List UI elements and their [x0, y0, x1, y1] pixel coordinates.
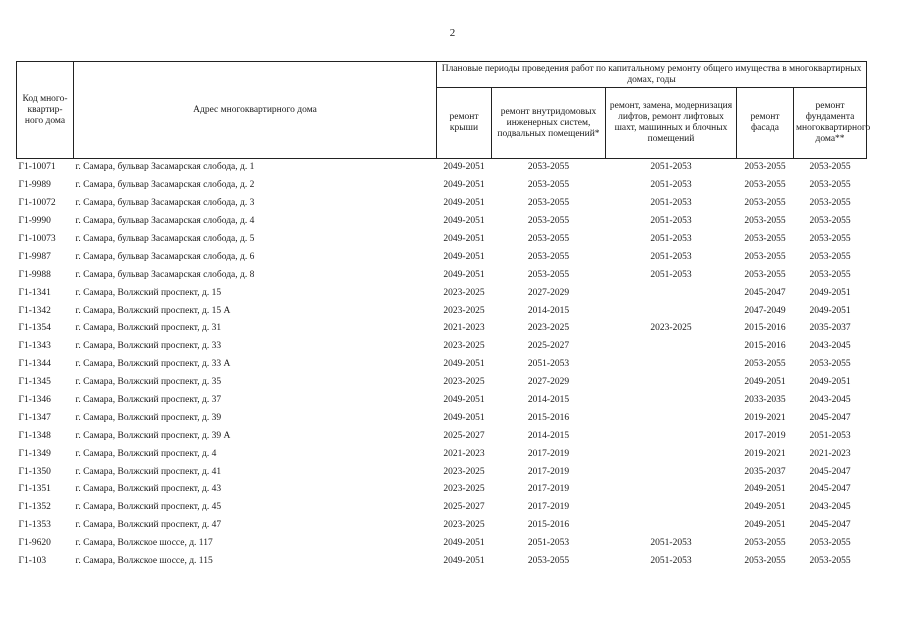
table-row	[17, 499, 867, 517]
cell-code: Г1-1354	[18, 323, 51, 334]
header-lifts: ремонт, замена, модернизация лифтов, ремонт лифтовых шахт, машинных и блочных помещений	[606, 88, 737, 159]
cell-lifts: 2051-2053	[650, 234, 692, 244]
cell-code: Г1-9988	[18, 269, 51, 280]
cell-facade: 2053-2055	[744, 216, 786, 227]
cell-lifts	[606, 392, 737, 410]
cell-lifts	[606, 409, 737, 427]
cell-code: Г1-9620	[18, 538, 51, 549]
table-body	[17, 159, 867, 571]
cell-foundation: 2021-2023	[809, 448, 851, 459]
cell-code: Г1-1348	[18, 430, 51, 441]
cell-code: Г1-1342	[18, 305, 51, 316]
cell-roof: 2049-2051	[443, 180, 485, 191]
cell-lifts	[606, 302, 737, 320]
cell-foundation: 2045-2047	[809, 520, 851, 531]
table-row	[17, 535, 867, 553]
cell-facade: 2047-2049	[744, 305, 786, 316]
cell-systems: 2014-2015	[527, 305, 570, 316]
table-row	[17, 463, 867, 481]
header-foundation: ремонт фундамента многоквартирного дома**	[794, 88, 867, 159]
cell-roof: 2023-2025	[443, 377, 485, 388]
cell-facade: 2053-2055	[744, 234, 786, 244]
cell-roof: 2049-2051	[443, 234, 485, 244]
cell-code: Г1-1346	[18, 395, 51, 406]
cell-foundation: 2053-2055	[809, 251, 851, 262]
table-row	[17, 213, 867, 231]
cell-roof: 2021-2023	[443, 448, 485, 459]
cell-systems: 2053-2055	[527, 162, 570, 173]
cell-lifts	[606, 445, 737, 463]
cell-systems: 2053-2055	[527, 180, 570, 191]
cell-roof: 2025-2027	[443, 430, 485, 441]
cell-roof: 2049-2051	[443, 216, 485, 227]
cell-address: г. Самара, бульвар Засамарская слобода, д. 8	[75, 269, 255, 280]
cell-code: Г1-1344	[18, 359, 51, 370]
cell-roof: 2023-2025	[443, 484, 485, 495]
cell-lifts	[606, 481, 737, 499]
cell-foundation: 2043-2045	[809, 341, 851, 352]
cell-address: г. Самара, Волжский проспект, д. 15	[75, 287, 222, 298]
cell-facade: 2049-2051	[744, 520, 786, 531]
cell-systems: 2015-2016	[527, 520, 570, 531]
table-row	[17, 374, 867, 392]
cell-code: Г1-10072	[18, 198, 56, 209]
page-number: 2	[449, 27, 456, 39]
cell-systems: 2017-2019	[527, 484, 570, 495]
cell-code: Г1-103	[18, 556, 47, 567]
cell-lifts	[606, 499, 737, 517]
cell-systems: 2017-2019	[527, 502, 570, 513]
cell-foundation: 2053-2055	[809, 180, 851, 191]
cell-systems: 2053-2055	[527, 216, 570, 227]
cell-systems: 2027-2029	[527, 287, 570, 298]
cell-systems: 2053-2055	[527, 234, 570, 244]
cell-address: г. Самара, Волжский проспект, д. 35	[75, 377, 222, 388]
cell-address: г. Самара, Волжский проспект, д. 39 А	[75, 430, 231, 441]
table-row	[17, 427, 867, 445]
cell-code: Г1-1341	[18, 287, 51, 298]
cell-systems: 2015-2016	[527, 412, 570, 423]
cell-lifts	[606, 463, 737, 481]
cell-foundation: 2045-2047	[809, 484, 851, 495]
cell-foundation: 2053-2055	[809, 234, 851, 244]
cell-lifts	[606, 338, 737, 356]
cell-lifts: 2051-2053	[650, 180, 692, 191]
cell-address: г. Самара, бульвар Засамарская слобода, д. 4	[75, 216, 255, 227]
cell-facade: 2049-2051	[744, 377, 786, 388]
cell-facade: 2033-2035	[744, 395, 786, 406]
table-row	[17, 338, 867, 356]
cell-facade: 2053-2055	[744, 538, 786, 549]
cell-address: г. Самара, Волжский проспект, д. 15 А	[75, 305, 231, 316]
header-systems: ремонт внутридомовых инженерных систем, подвальных помещений*	[492, 88, 606, 159]
cell-address: г. Самара, Волжский проспект, д. 39	[75, 412, 222, 423]
cell-systems: 2023-2025	[527, 323, 570, 334]
cell-foundation: 2053-2055	[809, 198, 851, 209]
cell-lifts	[606, 427, 737, 445]
cell-address: г. Самара, бульвар Засамарская слобода, д. 3	[75, 198, 255, 209]
cell-address: г. Самара, Волжский проспект, д. 45	[75, 502, 222, 513]
table-row	[17, 177, 867, 195]
cell-lifts: 2051-2053	[650, 538, 692, 549]
cell-code: Г1-9990	[18, 216, 51, 227]
cell-systems: 2053-2055	[527, 556, 570, 567]
cell-code: Г1-1350	[18, 466, 51, 477]
cell-roof: 2049-2051	[443, 412, 485, 423]
table-row	[17, 284, 867, 302]
cell-roof: 2049-2051	[443, 162, 485, 173]
cell-foundation: 2053-2055	[809, 162, 851, 173]
cell-foundation: 2051-2053	[809, 430, 851, 441]
cell-foundation: 2049-2051	[809, 287, 851, 298]
cell-foundation: 2043-2045	[809, 395, 851, 406]
table-row	[17, 248, 867, 266]
cell-lifts	[606, 284, 737, 302]
cell-foundation: 2053-2055	[809, 359, 851, 370]
cell-code: Г1-1353	[18, 520, 51, 531]
cell-systems: 2053-2055	[527, 251, 570, 262]
cell-systems: 2025-2027	[527, 341, 570, 352]
cell-lifts: 2051-2053	[650, 556, 692, 567]
cell-foundation: 2049-2051	[809, 305, 851, 316]
cell-code: Г1-1343	[18, 341, 51, 352]
cell-roof: 2025-2027	[443, 502, 485, 513]
cell-address: г. Самара, Волжский проспект, д. 33	[75, 341, 222, 352]
cell-address: г. Самара, бульвар Засамарская слобода, д. 1	[75, 162, 255, 173]
cell-address: г. Самара, бульвар Засамарская слобода, д. 2	[75, 180, 255, 191]
cell-facade: 2049-2051	[744, 484, 786, 495]
header-roof: ремонт крыши	[437, 88, 492, 159]
table-row	[17, 392, 867, 410]
cell-code: Г1-9987	[18, 251, 51, 262]
cell-foundation: 2053-2055	[809, 538, 851, 549]
cell-address: г. Самара, Волжский проспект, д. 4	[75, 448, 217, 459]
cell-roof: 2049-2051	[443, 198, 485, 209]
header-facade: ремонт фасада	[737, 88, 794, 159]
cell-address: г. Самара, Волжский проспект, д. 37	[75, 395, 222, 406]
cell-address: г. Самара, Волжское шоссе, д. 117	[75, 538, 213, 549]
cell-address: г. Самара, бульвар Засамарская слобода, д. 6	[75, 251, 255, 262]
cell-lifts	[606, 356, 737, 374]
cell-lifts: 2051-2053	[650, 162, 692, 173]
cell-code: Г1-9989	[18, 180, 51, 191]
cell-foundation: 2053-2055	[809, 216, 851, 227]
cell-roof: 2049-2051	[443, 538, 485, 549]
cell-lifts: 2051-2053	[650, 251, 692, 262]
cell-facade: 2053-2055	[744, 556, 786, 567]
cell-facade: 2053-2055	[744, 162, 786, 173]
cell-facade: 2017-2019	[744, 430, 786, 441]
cell-address: г. Самара, Волжский проспект, д. 47	[75, 520, 222, 531]
cell-roof: 2021-2023	[443, 323, 485, 334]
cell-systems: 2017-2019	[527, 448, 570, 459]
table-row	[17, 195, 867, 213]
cell-address: г. Самара, Волжский проспект, д. 33 А	[75, 359, 231, 370]
cell-roof: 2049-2051	[443, 556, 485, 567]
table-row	[17, 481, 867, 499]
cell-lifts: 2051-2053	[650, 198, 692, 209]
capital-repair-schedule-table	[16, 61, 871, 570]
cell-foundation: 2045-2047	[809, 466, 851, 477]
table-row	[17, 553, 867, 571]
table-row	[17, 517, 867, 535]
cell-address: г. Самара, Волжский проспект, д. 31	[75, 323, 222, 334]
cell-facade: 2053-2055	[744, 359, 786, 370]
table-row	[17, 445, 867, 463]
cell-foundation: 2045-2047	[809, 412, 851, 423]
cell-systems: 2051-2053	[527, 538, 570, 549]
cell-systems: 2053-2055	[527, 269, 570, 280]
cell-code: Г1-1347	[18, 412, 51, 423]
cell-roof: 2049-2051	[443, 395, 485, 406]
cell-facade: 2045-2047	[744, 287, 786, 298]
cell-roof: 2049-2051	[443, 359, 485, 370]
cell-lifts: 2051-2053	[650, 216, 692, 227]
cell-code: Г1-10071	[18, 162, 56, 173]
cell-foundation: 2043-2045	[809, 502, 851, 513]
cell-lifts: 2023-2025	[650, 323, 692, 334]
cell-foundation: 2053-2055	[809, 556, 851, 567]
cell-systems: 2014-2015	[527, 395, 570, 406]
header-code: Код много- квартир- ного дома	[17, 62, 74, 159]
table-row	[17, 231, 867, 249]
cell-roof: 2023-2025	[443, 466, 485, 477]
cell-lifts	[606, 374, 737, 392]
cell-code: Г1-10073	[18, 234, 56, 244]
table-row	[17, 302, 867, 320]
table-row	[17, 159, 867, 177]
cell-facade: 2019-2021	[744, 412, 786, 423]
cell-facade: 2035-2037	[744, 466, 786, 477]
cell-facade: 2053-2055	[744, 198, 786, 209]
cell-code: Г1-1345	[18, 377, 51, 388]
header-periods-group: Плановые периоды проведения работ по капитальному ремонту общего имущества в многоквартирных домах, годы	[437, 62, 867, 88]
cell-systems: 2014-2015	[527, 430, 570, 441]
cell-roof: 2049-2051	[443, 251, 485, 262]
table-row	[17, 356, 867, 374]
cell-systems: 2051-2053	[527, 359, 570, 370]
cell-roof: 2023-2025	[443, 520, 485, 531]
cell-address: г. Самара, Волжский проспект, д. 41	[75, 466, 222, 477]
cell-systems: 2053-2055	[527, 198, 570, 209]
cell-facade: 2049-2051	[744, 502, 786, 513]
cell-facade: 2015-2016	[744, 341, 786, 352]
cell-lifts	[606, 517, 737, 535]
cell-facade: 2019-2021	[744, 448, 786, 459]
table-row	[17, 409, 867, 427]
cell-facade: 2053-2055	[744, 180, 786, 191]
table-row	[17, 320, 867, 338]
cell-code: Г1-1349	[18, 448, 51, 459]
cell-foundation: 2035-2037	[809, 323, 851, 334]
cell-facade: 2015-2016	[744, 323, 786, 334]
header-address: Адрес многоквартирного дома	[74, 62, 437, 159]
cell-address: г. Самара, Волжское шоссе, д. 115	[75, 556, 213, 567]
cell-code: Г1-1351	[18, 484, 51, 495]
cell-roof: 2023-2025	[443, 305, 485, 316]
cell-systems: 2017-2019	[527, 466, 570, 477]
cell-lifts: 2051-2053	[650, 269, 692, 280]
table-row	[17, 266, 867, 284]
cell-address: г. Самара, Волжский проспект, д. 43	[75, 484, 222, 495]
cell-roof: 2049-2051	[443, 269, 485, 280]
cell-foundation: 2049-2051	[809, 377, 851, 388]
cell-address: г. Самара, бульвар Засамарская слобода, д. 5	[75, 234, 255, 244]
cell-facade: 2053-2055	[744, 251, 786, 262]
cell-roof: 2023-2025	[443, 341, 485, 352]
cell-code: Г1-1352	[18, 502, 51, 513]
cell-systems: 2027-2029	[527, 377, 570, 388]
cell-foundation: 2053-2055	[809, 269, 851, 280]
cell-facade: 2053-2055	[744, 269, 786, 280]
cell-roof: 2023-2025	[443, 287, 485, 298]
table-header	[17, 62, 871, 159]
